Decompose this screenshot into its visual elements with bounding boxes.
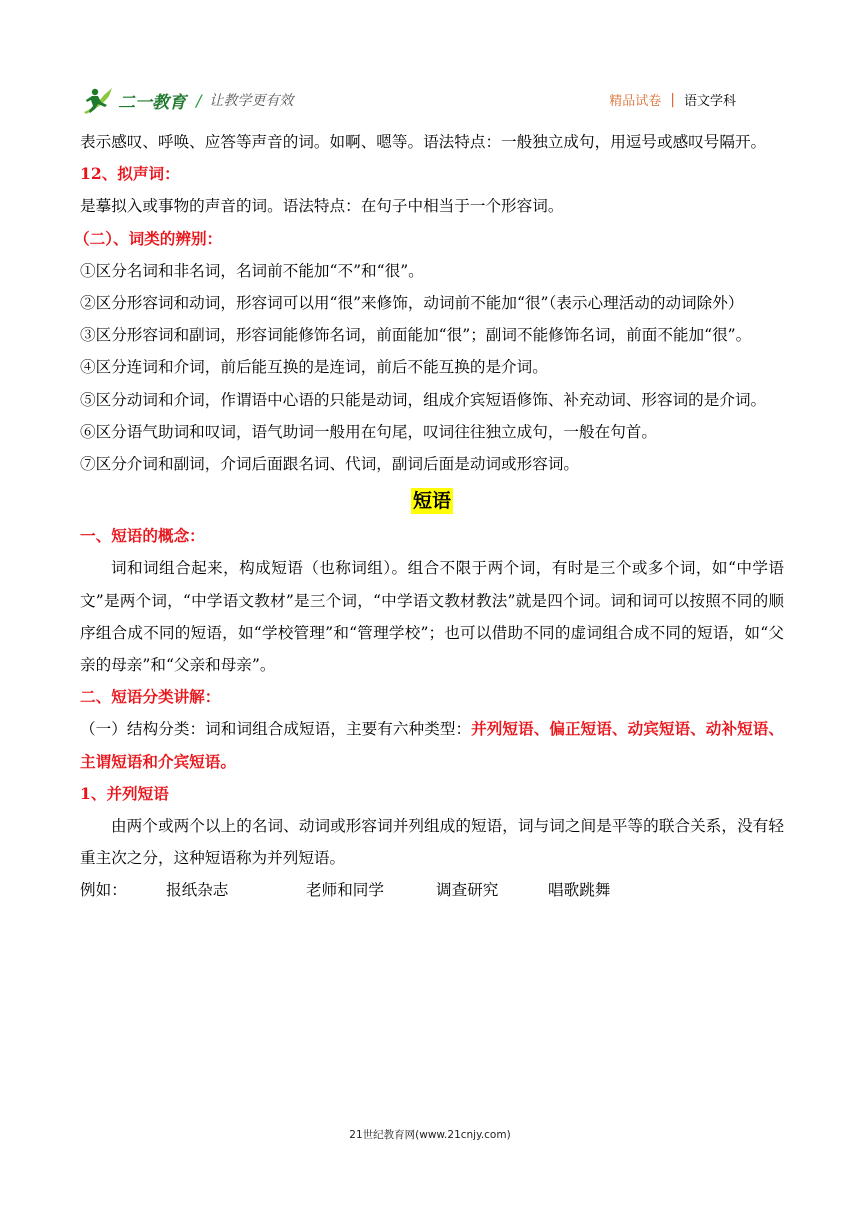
example-item: 老师和同学: [306, 881, 384, 900]
rule-item: ①区分名词和非名词，名词前不能加“不”和“很”。: [80, 261, 424, 280]
subject-tag: 语文学科: [683, 94, 736, 109]
document-body: [74, 126, 784, 906]
tag-separator: |: [670, 91, 675, 108]
examples-row: [80, 874, 784, 906]
rule-item: ④区分连词和介词，前后能互换的是连词，前后不能互换的是介词。: [80, 358, 548, 377]
section-title: 短语: [412, 490, 451, 513]
runner-logo-icon: [82, 85, 116, 115]
examples-label: 例如：: [80, 881, 127, 900]
page-header: [82, 80, 738, 120]
heading-phrase-classification: 二、短语分类讲解：: [80, 687, 221, 707]
brand-name: 二一教育: [118, 92, 186, 113]
rule-item: ⑦区分介词和副词，介词后面跟名词、代词，副词后面是动词或形容词。: [80, 455, 580, 474]
classification-paragraph: [80, 713, 784, 777]
coordinate-phrase-definition: 由两个或两个以上的名词、动词或形容词并列组成的短语，词与词之间是平等的联合关系，没有轻重主次之分，这种短语称为并列短语。: [80, 817, 784, 868]
heading-word-class-distinction: （二）、词类的辨别：: [74, 228, 223, 248]
interjection-definition: 表示感叹、呼唤、应答等声音的词。如啊、嗯等。语法特点：一般独立成句，用逗号或感叹号隔开。: [80, 133, 767, 151]
brand-logo: [82, 83, 293, 117]
onomatopoeia-definition: 是摹拟入或事物的声音的词。语法特点：在句子中相当于一个形容词。: [80, 197, 564, 216]
rule-item: ②区分形容词和动词，形容词可以用“很”来修饰，动词前不能加“很”（表示心理活动的动词除外）: [80, 294, 744, 313]
phrase-concept-paragraph: 词和词组合起来，构成短语（也称词组）。组合不限于两个词，有时是三个或多个词，如“中学语文”是两个词，“中学语文教材”是三个词，“中学语文教材教法”就是四个词。词和词可以按照不同的顺序组合成不同的短语，如“学校管理”和“管理学校”；也可以借助不同的虚词组合成不同的短语，如“父亲的母亲”和“父亲和母亲”。: [80, 559, 784, 675]
heading-onomatopoeia: 12、拟声词：: [80, 164, 180, 184]
brand-slogan: 让教学更有效: [209, 93, 294, 109]
classification-intro: （一）结构分类：词和词组合成短语，主要有六种类型：: [80, 720, 472, 739]
rule-item: ⑥区分语气助词和叹词，语气助词一般用在句尾，叹词往往独立成句，一般在句首。: [80, 422, 657, 441]
rule-item: ⑤区分动词和介词，作谓语中心语的只能是动词，组成介宾短语修饰、补充动词、形容词的是介词。: [80, 390, 767, 409]
example-item: 调查研究: [436, 881, 499, 900]
heading-coordinate-phrase: 1、并列短语: [80, 783, 169, 803]
exam-tag: 精品试卷: [609, 94, 662, 109]
page-footer: 21世纪教育网(www.21cnjy.com): [349, 1129, 511, 1141]
rule-item: ③区分形容词和副词，形容词能修饰名词，前面能加“很”；副词不能修饰名词，前面不能加“很”。: [80, 326, 752, 345]
example-item: 报纸杂志: [166, 881, 229, 900]
header-divider: /: [196, 90, 202, 110]
example-item: 唱歌跳舞: [548, 881, 611, 900]
classification-types: 并列短语、偏正短语、动宾短语、动补短语、主谓短语和介宾短语。: [80, 719, 784, 771]
section-title-wrapper: [80, 484, 784, 518]
header-tags: [609, 90, 736, 109]
heading-phrase-concept: 一、短语的概念：: [80, 526, 205, 546]
